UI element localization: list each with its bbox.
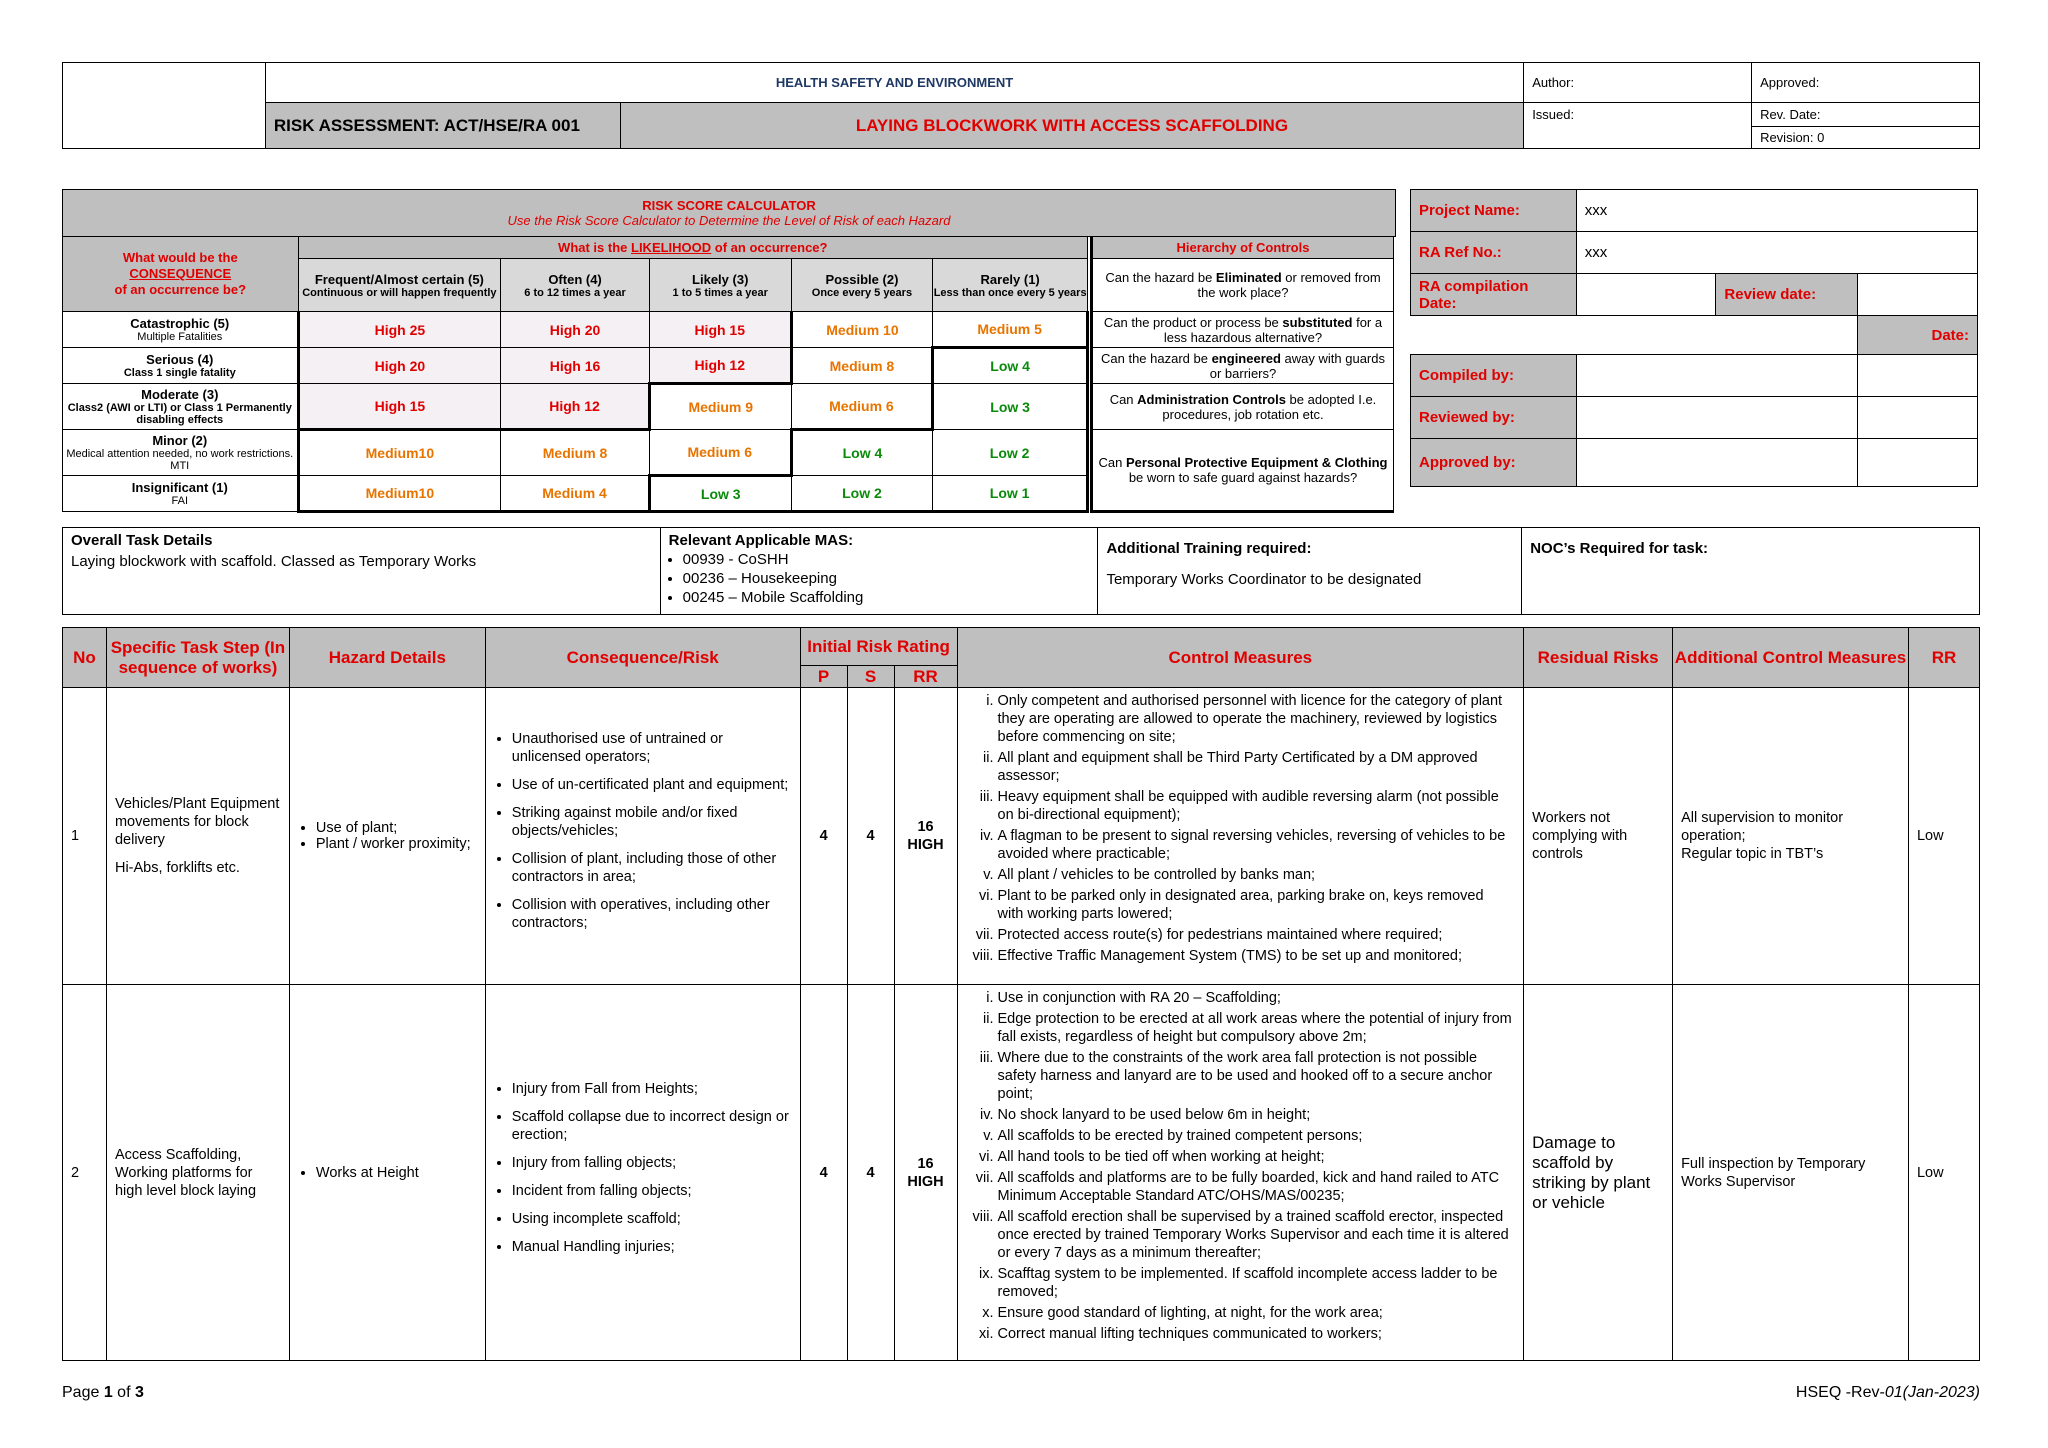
hierarchy-key: Personal Protective Equipment & Clothing	[1125, 455, 1388, 470]
hazard-item: • Works at Height	[316, 1165, 479, 1181]
risk-level: HIGH	[907, 837, 944, 853]
consequence-item: • Collision with operatives, including other contractors;	[512, 896, 792, 932]
compiled-date-value	[1858, 355, 1978, 397]
additional-measure: Full inspection by Temporary Works Supervisor	[1681, 1155, 1866, 1190]
consequence-item: • Incident from falling objects;	[512, 1182, 792, 1200]
training-label: Additional Training required:	[1106, 540, 1312, 557]
consequence-row	[63, 312, 1088, 348]
severity-value: 4	[847, 985, 894, 1361]
ra-ref-value: xxx	[1576, 232, 1977, 274]
row-number: 2	[63, 985, 107, 1361]
col-header-control: Control Measures	[957, 628, 1524, 688]
relevant-mas	[660, 528, 1098, 615]
control-measures	[957, 985, 1524, 1361]
severity-value: 4	[847, 688, 894, 985]
hierarchy-pre: Can	[1098, 455, 1126, 470]
document-header	[62, 62, 1980, 149]
likelihood-sub: Less than once every 5 years	[933, 286, 1087, 299]
calculator-title-bar	[62, 189, 1396, 237]
hierarchy-key: substituted	[1282, 314, 1353, 330]
control-measure-item: vii. Protected access route(s) for pedestrians maintained where required;	[998, 926, 1514, 944]
risk-score: 16	[917, 819, 934, 835]
likelihood-q-key: LIKELIHOOD	[631, 240, 712, 255]
likelihood-title: Frequent/Almost certain (5)	[314, 271, 484, 287]
risk-score-cell: High 25	[298, 312, 501, 348]
mas-label: Relevant Applicable MAS:	[668, 532, 854, 549]
page-total: 3	[134, 1384, 144, 1401]
risk-score-cell: Medium 8	[501, 430, 650, 476]
hierarchy-key: Administration Controls	[1137, 391, 1286, 407]
likelihood-sub: Once every 5 years	[811, 286, 913, 299]
reviewed-date-value	[1858, 397, 1978, 439]
control-measure-item: v. All scaffolds to be erected by trained competent persons;	[998, 1127, 1514, 1145]
control-measure-item: ii. Edge protection to be erected at all work areas where the potential of injury from fall exists, regardless of height but compulsory above 2m;	[998, 1010, 1514, 1046]
approved-date-value	[1858, 439, 1978, 487]
consequence-item: • Striking against mobile and/or fixed objects/vehicles;	[512, 804, 792, 840]
control-measure-item: viii. Effective Traffic Management System (TMS) to be set up and monitored;	[998, 947, 1514, 965]
consequence-item: • Using incomplete scaffold;	[512, 1210, 792, 1228]
consequence-sub: Class2 (AWI or LTI) or Class 1 Permanently disabling effects	[67, 402, 292, 426]
control-measure-item: ix. Scafftag system to be implemented. If scaffold incomplete access ladder to be removed;	[998, 1265, 1514, 1301]
page-current: 1	[103, 1384, 113, 1401]
consequence-sub: Class 1 single fatality	[123, 367, 236, 379]
risk-score-cell: Medium 9	[649, 384, 791, 430]
control-measures	[957, 688, 1524, 985]
mas-item: • 00245 – Mobile Scaffolding	[683, 589, 1090, 606]
additional-control-measures	[1673, 985, 1909, 1361]
overall-label: Overall Task Details	[71, 532, 213, 549]
reviewed-by-value	[1576, 397, 1857, 439]
mas-list	[669, 551, 1090, 606]
likelihood-col-1	[298, 259, 501, 312]
rev-date-field: Rev. Date:	[1752, 103, 1980, 127]
project-name-value: xxx	[1576, 190, 1977, 232]
col-header-initial-risk: Initial Risk Rating	[800, 628, 957, 666]
hierarchy-item	[1092, 430, 1394, 512]
likelihood-col-4	[791, 259, 933, 312]
hazard-details	[289, 985, 485, 1361]
overall-text: Laying blockwork with scaffold. Classed as Temporary Works	[71, 553, 477, 570]
risk-score-cell: Low 2	[791, 476, 933, 512]
likelihood-col-2	[501, 259, 650, 312]
risk-score-cell: Low 1	[933, 476, 1088, 512]
mas-item: • 00939 - CoSHH	[683, 551, 1090, 568]
consequence-sub: Multiple Fatalities	[137, 331, 223, 343]
col-header-p: P	[800, 666, 847, 688]
consequence-label	[63, 348, 299, 384]
department-title: HEALTH SAFETY AND ENVIRONMENT	[265, 63, 1523, 103]
additional-measure: All supervision to monitor operation;	[1681, 810, 1844, 844]
consequence-title: Minor (2)	[152, 433, 208, 448]
approved-by-label: Approved by:	[1411, 439, 1577, 487]
likelihood-col-5	[933, 259, 1088, 312]
consequence-row	[63, 348, 1088, 384]
consequence-label	[63, 384, 299, 430]
consequence-q-line3: of an occurrence be?	[114, 282, 247, 297]
likelihood-title: Rarely (1)	[980, 271, 1040, 287]
review-date-label: Review date:	[1716, 274, 1858, 316]
consequence-title: Catastrophic (5)	[130, 316, 230, 331]
author-field: Author:	[1524, 63, 1752, 103]
consequence-item: • Scaffold collapse due to incorrect design or erection;	[512, 1108, 792, 1144]
risk-score-cell: Medium 6	[791, 384, 933, 430]
risk-matrix	[62, 236, 1089, 513]
training-text: Temporary Works Coordinator to be designated	[1106, 571, 1422, 588]
hierarchy-post: or removed from the work place?	[1197, 270, 1381, 300]
ra-ref-label: RA Ref No.:	[1411, 232, 1577, 274]
task-step-text: Access Scaffolding, Working platforms for high level block laying	[114, 1146, 257, 1199]
col-header-no: No	[63, 628, 107, 688]
risk-score-cell: High 15	[649, 312, 791, 348]
col-header-residual: Residual Risks	[1524, 628, 1673, 688]
additional-control-measures	[1673, 688, 1909, 985]
hierarchy-pre: Can	[1109, 391, 1138, 407]
control-measure-item: iv. A flagman to be present to signal reversing vehicles, reversing of vehicles to be avoided where practicable;	[998, 827, 1514, 863]
consequence-sub: Medical attention needed, no work restrictions. MTI	[66, 448, 294, 472]
task-step	[106, 985, 289, 1361]
risk-score-cell: Low 2	[933, 430, 1088, 476]
reviewed-by-label: Reviewed by:	[1411, 397, 1577, 439]
control-measure-item: vi. All hand tools to be tied off when working at height;	[998, 1148, 1514, 1166]
consequence-item: • Manual Handling injuries;	[512, 1238, 792, 1256]
risk-score-cell: Medium 8	[791, 348, 933, 384]
risk-rating	[894, 688, 957, 985]
consequence-risk	[485, 985, 800, 1361]
project-name-label: Project Name:	[1411, 190, 1577, 232]
noc-required	[1522, 528, 1980, 615]
project-info	[1410, 189, 1978, 487]
table-row	[63, 985, 1980, 1361]
issued-field: Issued:	[1524, 103, 1752, 149]
risk-score-cell: Medium 5	[933, 312, 1088, 348]
risk-score-cell: Medium10	[298, 476, 501, 512]
likelihood-title: Often (4)	[548, 271, 602, 287]
control-measure-item: iii. Where due to the constraints of the work area fall protection is not possible safety harness and lanyard are to be used and hooked off to a secure anchor point;	[998, 1049, 1514, 1103]
residual-risk: Damage to scaffold by striking by plant or vehicle	[1524, 985, 1673, 1361]
hierarchy-of-controls	[1090, 236, 1394, 513]
risk-assessment-ref: RISK ASSESSMENT: ACT/HSE/RA 001	[265, 103, 620, 149]
date-label: Date:	[1858, 316, 1978, 355]
control-measure-item: ii. All plant and equipment shall be Third Party Certificated by a DM approved assessor;	[998, 749, 1514, 785]
calculator-subtitle: Use the Risk Score Calculator to Determine the Level of Risk of each Hazard	[507, 213, 951, 228]
compilation-date-label: RA compilation Date:	[1411, 274, 1577, 316]
risk-score-cell: Low 4	[933, 348, 1088, 384]
page-mid: of	[112, 1384, 135, 1401]
table-row	[63, 688, 1980, 985]
likelihood-question	[298, 237, 1087, 259]
residual-rating: Low	[1908, 688, 1979, 985]
control-measure-item: i. Use in conjunction with RA 20 – Scaffolding;	[998, 989, 1514, 1007]
ref-italic: 01(Jan-2023)	[1884, 1384, 1980, 1401]
probability-value: 4	[800, 985, 847, 1361]
additional-training	[1098, 528, 1522, 615]
consequence-item: • Use of un-certificated plant and equipment;	[512, 776, 792, 794]
risk-assessment-table	[62, 627, 1980, 1361]
blank-row	[1411, 316, 1858, 355]
control-measure-item: v. All plant / vehicles to be controlled by banks man;	[998, 866, 1514, 884]
likelihood-title: Possible (2)	[825, 271, 899, 287]
hierarchy-post: be worn to safe guard against hazards?	[1128, 470, 1358, 485]
additional-measure: Regular topic in TBT’s	[1681, 846, 1824, 862]
consequence-item: • Collision of plant, including those of other contractors in area;	[512, 850, 792, 886]
consequence-q-line1: What would be the	[122, 250, 238, 265]
col-header-additional: Additional Control Measures	[1673, 628, 1909, 688]
hierarchy-key: engineered	[1211, 350, 1281, 366]
noc-label: NOC’s Required for task:	[1530, 540, 1709, 557]
control-measure-item: viii. All scaffold erection shall be supervised by a trained scaffold erector, inspected once erected by trained Temporary Works Supervisor and each time it is altered or every 7 days as a minimum thereafter;	[998, 1208, 1514, 1262]
likelihood-sub: Continuous or will happen frequently	[302, 286, 497, 299]
consequence-label	[63, 476, 299, 512]
risk-level: HIGH	[907, 1173, 944, 1190]
risk-score-cell: Medium 10	[791, 312, 933, 348]
likelihood-sub: 6 to 12 times a year	[524, 286, 626, 299]
consequence-item: • Unauthorised use of untrained or unlicensed operators;	[512, 730, 792, 766]
task-step-text: Hi-Abs, forklifts etc.	[114, 860, 240, 876]
task-step	[106, 688, 289, 985]
control-measure-item: xi. Correct manual lifting techniques communicated to workers;	[998, 1325, 1514, 1343]
hierarchy-pre: Can the hazard be	[1101, 350, 1212, 366]
control-measure-item: vii. All scaffolds and platforms are to be fully boarded, kick and hand railed to ATC Minimum Acceptable Standard ATC/OHS/MAS/00235;	[998, 1169, 1514, 1205]
risk-score-cell: High 20	[501, 312, 650, 348]
probability-value: 4	[800, 688, 847, 985]
col-header-s: S	[847, 666, 894, 688]
col-header-rr: RR	[894, 666, 957, 688]
risk-score-cell: Medium 4	[501, 476, 650, 512]
approved-field: Approved:	[1752, 63, 1980, 103]
revision-field: Revision: 0	[1752, 127, 1980, 149]
consequence-title: Serious (4)	[146, 352, 214, 367]
review-date-value	[1858, 274, 1978, 316]
consequence-title: Moderate (3)	[141, 387, 219, 402]
hierarchy-post: be adopted I.e. procedures, job rotation etc.	[1162, 391, 1377, 422]
control-measure-item: iv. No shock lanyard to be used below 6m in height;	[998, 1106, 1514, 1124]
residual-rating: Low	[1908, 985, 1979, 1361]
consequence-label	[63, 430, 299, 476]
consequence-row	[63, 384, 1088, 430]
control-measure-item: i. Only competent and authorised personnel with licence for the category of plant they are operating are allowed to operate the machinery, reviewed by logistics before commencing on site;	[998, 692, 1514, 746]
risk-score-cell: Medium10	[298, 430, 501, 476]
col-header-hazard: Hazard Details	[289, 628, 485, 688]
hierarchy-post: away with guards or barriers?	[1209, 350, 1385, 381]
hazard-details	[289, 688, 485, 985]
approved-by-value	[1576, 439, 1857, 487]
risk-score: 16	[917, 1155, 934, 1172]
control-measure-item: vi. Plant to be parked only in designated area, parking brake on, keys removed with working parts lowered;	[998, 887, 1514, 923]
consequence-sub: FAI	[171, 495, 189, 507]
consequence-title: Insignificant (1)	[131, 480, 228, 495]
hierarchy-item	[1092, 348, 1394, 384]
likelihood-q-pre: What is the	[558, 240, 631, 255]
col-header-step: Specific Task Step (In sequence of works)	[106, 628, 289, 688]
risk-score-cell: High 20	[298, 348, 501, 384]
compiled-by-value	[1576, 355, 1857, 397]
risk-score-cell: Low 3	[933, 384, 1088, 430]
hierarchy-title: Hierarchy of Controls	[1092, 237, 1394, 259]
risk-score-cell: Medium 6	[649, 430, 791, 476]
likelihood-q-post: of an occurrence?	[711, 240, 828, 255]
risk-rating	[894, 985, 957, 1361]
hierarchy-item	[1092, 312, 1394, 348]
risk-score-cell: High 12	[649, 348, 791, 384]
hierarchy-pre: Can the hazard be	[1105, 270, 1216, 285]
hierarchy-post: for a less hazardous alternative?	[1163, 314, 1383, 345]
risk-score-cell: High 15	[298, 384, 501, 430]
mas-item: • 00236 – Housekeeping	[683, 570, 1090, 587]
calculator-title: RISK SCORE CALCULATOR	[642, 198, 816, 213]
risk-score-cell: High 12	[501, 384, 650, 430]
page-pre: Page	[62, 1384, 104, 1401]
logo-area	[63, 63, 266, 149]
col-header-rr2: RR	[1908, 628, 1979, 688]
ref-pre: HSEQ -Rev-	[1795, 1384, 1885, 1401]
consequence-item: • Injury from falling objects;	[512, 1154, 792, 1172]
consequence-risk	[485, 688, 800, 985]
consequence-label	[63, 312, 299, 348]
likelihood-sub: 1 to 5 times a year	[672, 286, 768, 299]
hierarchy-item	[1092, 384, 1394, 430]
hazard-item: • Plant / worker proximity;	[316, 836, 479, 852]
control-measure-item: x. Ensure good standard of lighting, at night, for the work area;	[998, 1304, 1514, 1322]
overall-task-details	[63, 528, 661, 615]
document-title: LAYING BLOCKWORK WITH ACCESS SCAFFOLDING	[620, 103, 1523, 149]
consequence-q-key: CONSEQUENCE	[129, 266, 232, 281]
residual-risk: Workers not complying with controls	[1524, 688, 1673, 985]
control-measure-item: iii. Heavy equipment shall be equipped with audible reversing alarm (not possible on bi-directional equipment);	[998, 788, 1514, 824]
hierarchy-key: Eliminated	[1215, 270, 1282, 285]
hierarchy-pre: Can the product or process be	[1103, 314, 1283, 330]
task-details	[62, 527, 1980, 615]
likelihood-title: Likely (3)	[692, 271, 749, 287]
hazard-item: • Use of plant;	[316, 820, 479, 836]
document-revision-ref	[1796, 1384, 1980, 1402]
page-number	[62, 1384, 144, 1402]
compilation-date-value	[1576, 274, 1716, 316]
compiled-by-label: Compiled by:	[1411, 355, 1577, 397]
col-header-consequence: Consequence/Risk	[485, 628, 800, 688]
consequence-question	[63, 237, 299, 312]
likelihood-col-3	[649, 259, 791, 312]
consequence-item: • Injury from Fall from Heights;	[512, 1080, 792, 1098]
consequence-row	[63, 430, 1088, 476]
risk-score-cell: Low 3	[649, 476, 791, 512]
risk-score-cell: High 16	[501, 348, 650, 384]
risk-score-cell: Low 4	[791, 430, 933, 476]
task-step-text: Vehicles/Plant Equipment movements for block delivery	[114, 796, 280, 848]
consequence-row	[63, 476, 1088, 512]
hierarchy-item	[1092, 259, 1394, 312]
row-number: 1	[63, 688, 107, 985]
